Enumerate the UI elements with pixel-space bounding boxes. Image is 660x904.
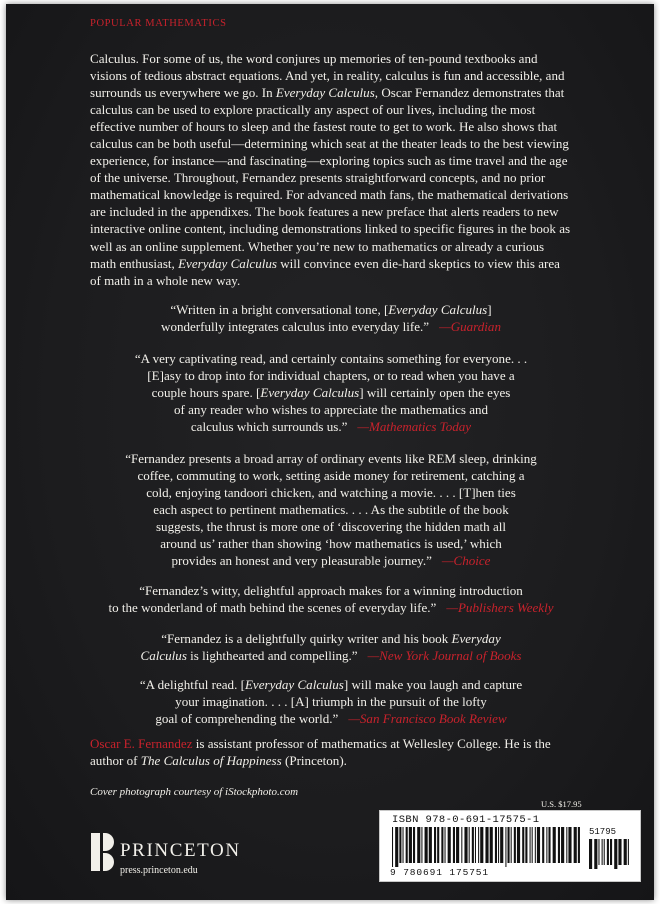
- barcode-bar: [522, 827, 524, 863]
- addon-barcode-bars: [589, 839, 631, 871]
- barcode-bar: [480, 827, 483, 863]
- barcode-bar: [558, 827, 560, 863]
- barcode-bar: [574, 827, 577, 863]
- barcode-bar: [472, 827, 474, 863]
- photo-credit: Cover photograph courtesy of iStockphoto.com: [90, 786, 299, 798]
- barcode-bar: [417, 827, 420, 863]
- barcode-bar: [624, 839, 627, 865]
- barcode-bar: [441, 827, 443, 863]
- isbn-barcode: [379, 810, 641, 882]
- barcode-bar: [517, 827, 520, 863]
- publisher-name: PRINCETON: [120, 840, 241, 861]
- quote-source: —San Francisco Book Review: [348, 711, 507, 727]
- ean-barcode-bars: [392, 827, 584, 867]
- barcode-bar: [464, 827, 467, 863]
- quote-source: —Publishers Weekly: [446, 600, 554, 616]
- barcode-bar: [403, 827, 404, 863]
- book-description: Calculus. For some of us, the word conjures up memories of ten-pound textbooks and visions of tedious abstract equations. And yet, in reality, calculus is fun and accessible, and surrounds us everywhere we go. In Everyday Calculus, Oscar Fernandez demonstrates that calculus can be used to explore practically any aspect of our lives, including the most effective number of hours to sleep and the fastest route to get to work. He also shows that calculus can be both useful—determining which seat at the theater leads to the best viewing experience, for instance—and fascinating—exploring topics such as time travel and the age of the universe. Throughout, Fernandez presents straightforward concepts, and no prior mathematical knowledge is required. For advanced math fans, the mathematical derivations are included in the appendixes. The book features a new preface that alerts readers to new interactive online content, including demonstrations linked to specific figures in the book as well as an online supplement. Whether you’re new to mathematics or already a curious math enthusiast, Everyday Calculus will convince even die-hard skeptics to view this area of math in a whole new way.: [90, 51, 571, 288]
- barcode-bar: [409, 827, 412, 863]
- barcode-bar: [478, 827, 479, 863]
- review-quote-guardian: “Written in a bright conversational tone, [Everyday Calculus] wonderfully integrates calculus into everyday life.” —Guardian: [161, 302, 501, 335]
- barcode-bar: [498, 827, 499, 863]
- barcode-bar: [602, 839, 603, 865]
- barcode-bar: [542, 827, 544, 863]
- author-bio-text: is assistant professor of mathematics at Wellesley College. He is the author of The Calculus of Happiness (Princeton).: [90, 736, 551, 769]
- ean-digits: 9 780691 175751: [390, 867, 490, 878]
- author-name: Oscar E. Fernandez: [90, 736, 193, 751]
- barcode-bar: [618, 839, 621, 865]
- barcode-bar: [594, 839, 597, 869]
- barcode-bar: [607, 839, 609, 865]
- barcode-bar: [413, 827, 415, 863]
- barcode-bar: [530, 827, 531, 863]
- barcode-bar: [469, 827, 470, 863]
- barcode-bar: [508, 827, 510, 863]
- barcode-bar: [537, 827, 540, 863]
- barcode-bar: [495, 827, 497, 863]
- barcode-bar: [437, 827, 439, 863]
- book-back-cover: [6, 4, 654, 900]
- barcode-bar: [392, 827, 393, 867]
- barcode-bar: [568, 827, 571, 863]
- barcode-bar: [429, 827, 432, 863]
- barcode-bar: [548, 827, 550, 863]
- barcode-bar: [535, 827, 536, 863]
- barcode-bar: [505, 827, 506, 867]
- review-quote-ny-journal-of-books: “Fernandez is a delightfully quirky writer and his book Everyday Calculus is lighthearted and compelling.” —New York Journal of Books: [140, 631, 522, 664]
- barcode-bar: [453, 827, 455, 863]
- barcode-bar: [406, 827, 408, 863]
- barcode-bar: [445, 827, 446, 863]
- princeton-logo-icon: [90, 832, 114, 872]
- barcode-bar: [553, 827, 556, 863]
- barcode-bar: [598, 839, 599, 865]
- barcode-bar: [511, 827, 512, 863]
- barcode-bar: [578, 827, 580, 863]
- quote-source: —New York Journal of Books: [367, 648, 522, 664]
- barcode-bar: [628, 839, 629, 865]
- barcode-bar: [500, 827, 503, 863]
- quote-source: —Choice: [441, 553, 491, 569]
- price-addon-code: 51795: [589, 827, 617, 837]
- category-label: POPULAR MATHEMATICS: [90, 18, 227, 29]
- review-quote-sf-book-review: “A delightful read. [Everyday Calculus] will make you laugh and capture your imagination. . . . [A] triumph in the pursuit of the lofty goal of comprehending the world.” —San Francisco Book Review: [139, 677, 523, 727]
- barcode-bar: [532, 827, 533, 863]
- barcode-bar: [546, 827, 547, 863]
- barcode-bar: [566, 827, 567, 863]
- review-quote-choice: “Fernandez presents a broad array of ordinary events like REM sleep, drinking coffee, commuting to work, setting aside money for retirement, catching a cold, enjoying tandoori chicken, and watching a movie. . . . [T]hen ties each aspect to pertinent mathematics. . . . As the subtitle of the book suggests, the thrust is more one of ‘discovering the hidden math all around us’ rather than showing ‘how mathematics is used,’ which provides an honest and very pleasurable journey.” —Choice: [125, 451, 537, 569]
- barcode-bar: [514, 827, 516, 863]
- review-quote-publishers-weekly: “Fernandez’s witty, delightful approach makes for a winning introduction to the wonderland of math behind the scenes of everyday life.” —Publishers Weekly: [108, 583, 554, 616]
- barcode-bar: [434, 827, 436, 863]
- barcode-bar: [456, 827, 459, 863]
- review-quote-mathematics-today: “A very captivating read, and certainly contains something for everyone. . . [E]asy to drop into for individual chapters, or to read when you have a couple hours spare. [Everyday Calculus] will certainly open the eyes of any reader who wishes to appreciate the mathematics and calculus which surrounds us.” —Mathematics Today: [134, 351, 528, 435]
- barcode-bar: [395, 827, 398, 867]
- barcode-bar: [490, 827, 493, 863]
- barcode-bar: [421, 827, 422, 863]
- barcode-bar: [399, 827, 401, 863]
- barcode-bar: [610, 839, 612, 865]
- author-bio: [90, 735, 572, 769]
- barcode-bar: [475, 827, 476, 863]
- barcode-bar: [561, 827, 564, 863]
- isbn-number: ISBN 978-0-691-17575-1: [392, 814, 540, 826]
- price-label: U.S. $17.95: [541, 799, 582, 809]
- barcode-bar: [525, 827, 527, 863]
- barcode-bar: [448, 827, 451, 863]
- barcode-bar: [589, 839, 592, 869]
- barcode-bar: [604, 839, 605, 865]
- barcode-bar: [614, 839, 617, 869]
- quote-source: —Guardian: [439, 319, 501, 335]
- barcode-bar: [425, 827, 428, 863]
- barcode-bar: [461, 827, 462, 863]
- quote-source: —Mathematics Today: [357, 419, 472, 435]
- publisher-url: press.princeton.edu: [120, 865, 198, 876]
- barcode-bar: [485, 827, 488, 863]
